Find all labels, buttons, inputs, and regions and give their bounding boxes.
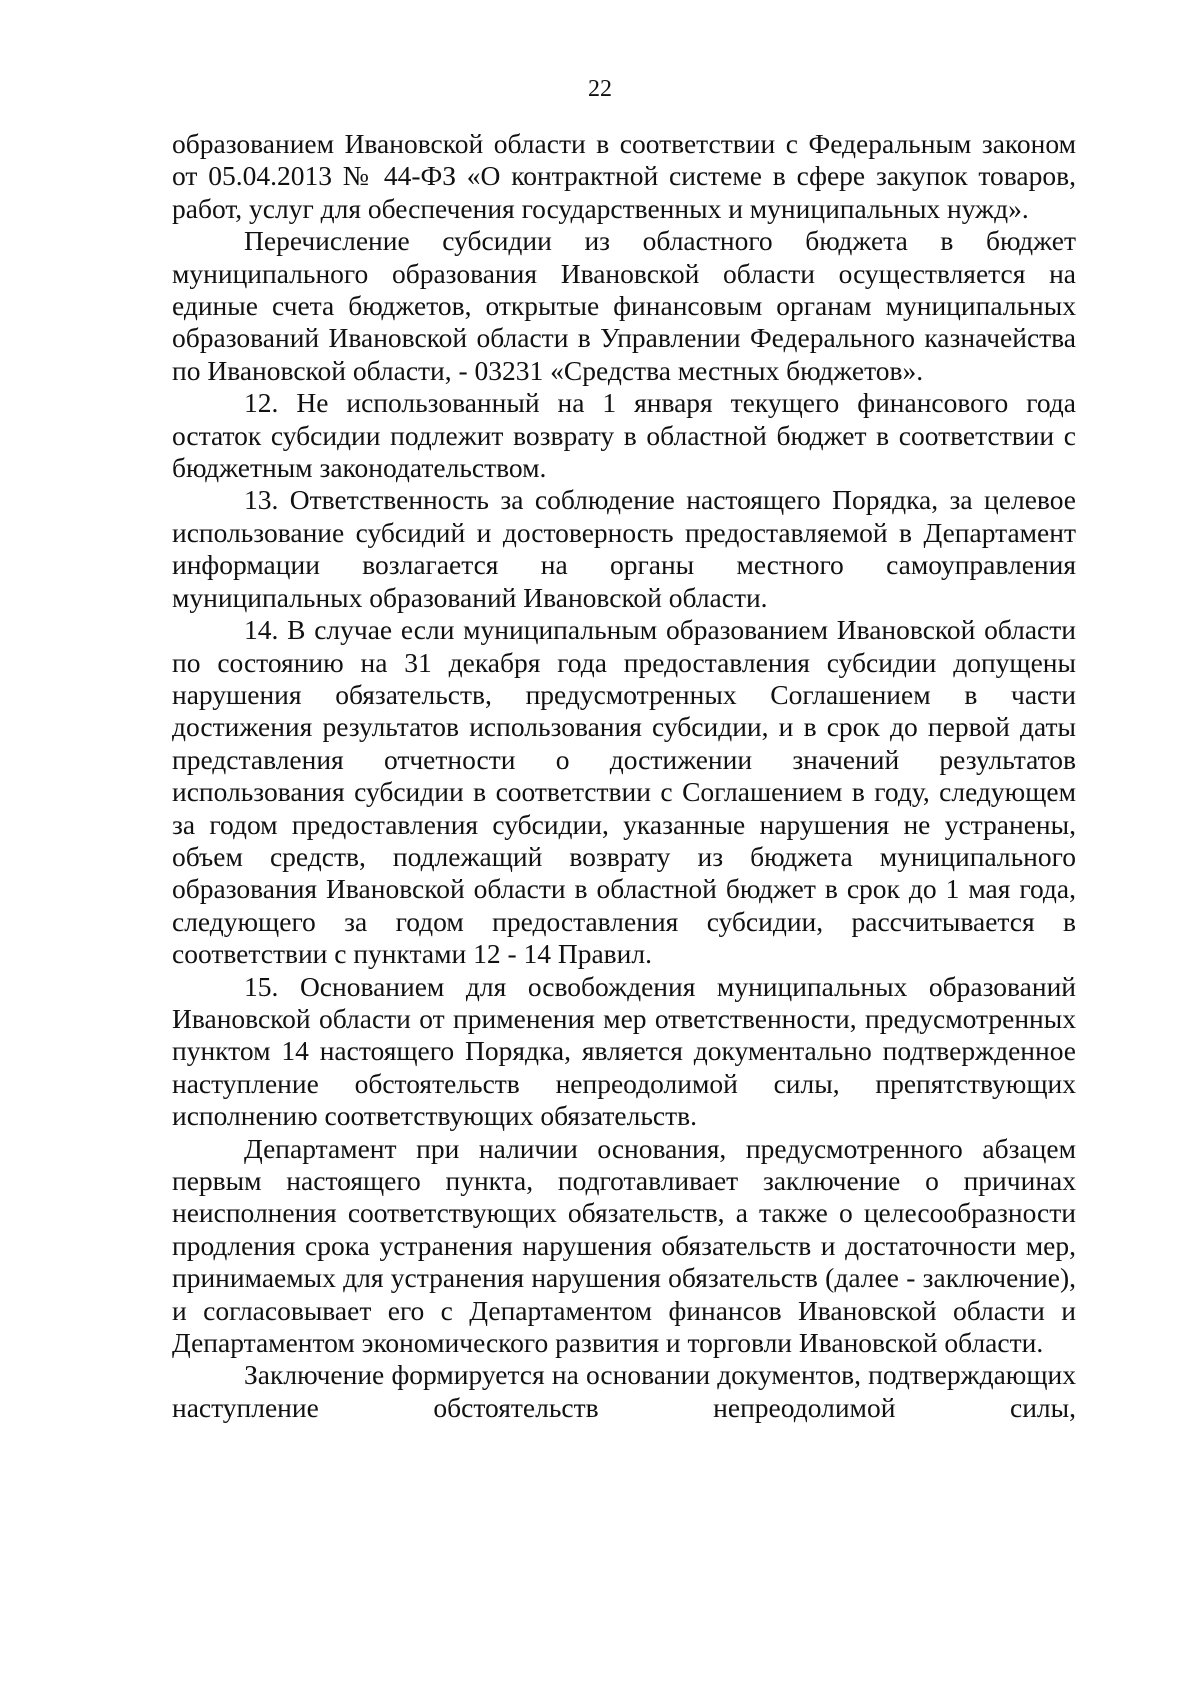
document-body	[172, 128, 1076, 1424]
page-number: 22	[588, 76, 612, 102]
paragraph-department-conclusion: Департамент при наличии основания, предусмотренного абзацем первым настоящего пункта, подготавливает заключение о причинах неисполнения соответствующих обязательств, а также о целесообразности продления срока устранения нарушения обязательств и достаточности мер, принимаемых для устранения нарушения обязательств (далее - заключение), и согласовывает его с Департаментом финансов Ивановской области и Департаментом экономического развития и торговли Ивановской области.	[172, 1132, 1076, 1359]
paragraph-continuation: образованием Ивановской области в соответствии с Федеральным законом от 05.04.2013 № 44-ФЗ «О контрактной системе в сфере закупок товаров, работ, услуг для обеспечения государственных и муниципальных нужд».	[172, 128, 1076, 224]
paragraph-clause-12: 12. Не использованный на 1 января текущего финансового года остаток субсидии подлежит возврату в областной бюджет в соответствии с бюджетным законодательством.	[172, 387, 1076, 484]
paragraph-conclusion-basis: Заключение формируется на основании документов, подтверждающих наступление обстоятельств непреодолимой силы,	[172, 1359, 1076, 1423]
paragraph-subsidy-transfer: Перечисление субсидии из областного бюджета в бюджет муниципального образования Ивановской области осуществляется на единые счета бюджетов, открытые финансовым органам муниципальных образований Ивановской области в Управлении Федерального казначейства по Ивановской области, - 03231 «Средства местных бюджетов».	[172, 225, 1076, 386]
paragraph-clause-13: 13. Ответственность за соблюдение настоящего Порядка, за целевое использование субсидий и достоверность предоставляемой в Департамент информации возлагается на органы местного самоуправления муниципальных образований Ивановской области.	[172, 484, 1076, 613]
paragraph-clause-14: 14. В случае если муниципальным образованием Ивановской области по состоянию на 31 декабря года предоставления субсидии допущены нарушения обязательств, предусмотренных Соглашением в части достижения результатов использования субсидии, и в срок до первой даты представления отчетности о достижении значений результатов использования субсидии в соответствии с Соглашением в году, следующем за годом предоставления субсидии, указанные нарушения не устранены, объем средств, подлежащий возврату из бюджета муниципального образования Ивановской области в областной бюджет в срок до 1 мая года, следующего за годом предоставления субсидии, рассчитывается в соответствии с пунктами 12 - 14 Правил.	[172, 614, 1076, 970]
paragraph-clause-15: 15. Основанием для освобождения муниципальных образований Ивановской области от применения мер ответственности, предусмотренных пунктом 14 настоящего Порядка, является документально подтвержденное наступление обстоятельств непреодолимой силы, препятствующих исполнению соответствующих обязательств.	[172, 970, 1076, 1132]
